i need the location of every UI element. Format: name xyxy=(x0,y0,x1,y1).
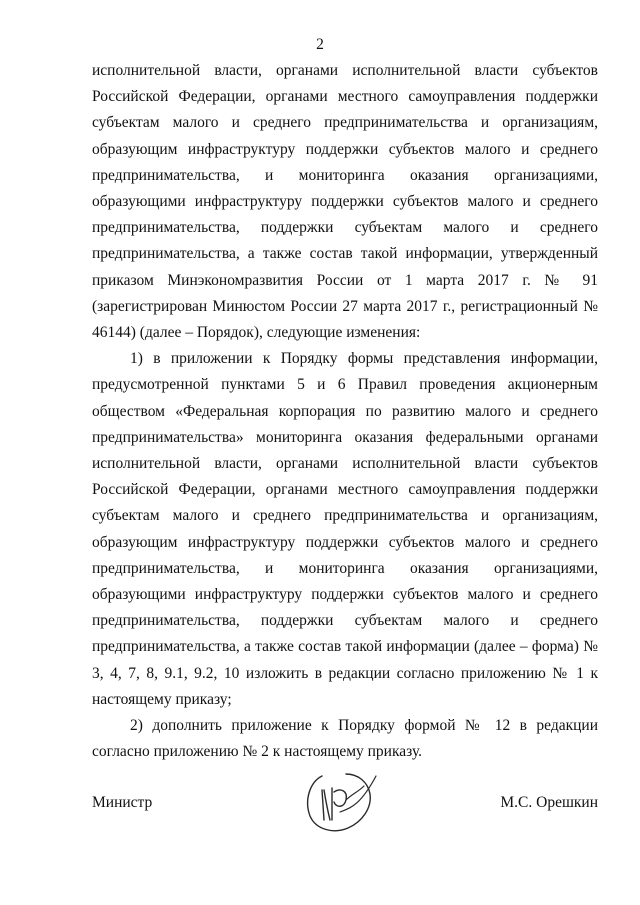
paragraph-item-2: 2) дополнить приложение к Порядку формой № 12 в редакции согласно приложению № 2 к настоящему приказу. xyxy=(92,717,598,761)
handwritten-signature xyxy=(300,768,380,838)
page-number: 2 xyxy=(316,36,324,53)
signer-name: М.С. Орешкин xyxy=(500,794,598,811)
signature-block xyxy=(92,782,598,842)
signer-title: Министр xyxy=(92,794,153,811)
paragraph-item-1: 1) в приложении к Порядку формы представления информации, предусмотренной пунктами 5 и 6 Правил проведения акционерным обществом «Федеральная корпорация по развитию малого и среднего предпринимательства» мониторинга оказания федеральными органами исполнительной власти, органами исполнительной власти субъектов Российской Федерации, органами местного самоуправления поддержки субъектам малого и среднего предпринимательства и организациям, образующим инфраструктуру поддержки субъектов малого и среднего предпринимательства, и мониторинга оказания организациями, образующими инфраструктуру поддержки субъектов малого и среднего предпринимательства, поддержки субъектам малого и среднего предпринимательства, а также состав такой информации (далее – форма) № 3, 4, 7, 8, 9.1, 9.2, 10 изложить в редакции согласно приложению № 1 к настоящему приказу; xyxy=(92,350,598,708)
body-text xyxy=(92,58,598,765)
paragraph-intro-continuation: исполнительной власти, органами исполнительной власти субъектов Российской Федерации, органами местного самоуправления поддержки субъектам малого и среднего предпринимательства и организациям, образующим инфраструктуру поддержки субъектов малого и среднего предпринимательства, и мониторинга оказания организациями, образующими инфраструктуру поддержки субъектов малого и среднего предпринимательства, поддержки субъектам малого и среднего предпринимательства, а также состав такой информации, утвержденный приказом Минэкономразвития России от 1 марта 2017 г. № 91 (зарегистрирован Минюстом России 27 марта 2017 г., регистрационный № 46144) (далее – Порядок), следующие изменения: xyxy=(92,62,598,342)
